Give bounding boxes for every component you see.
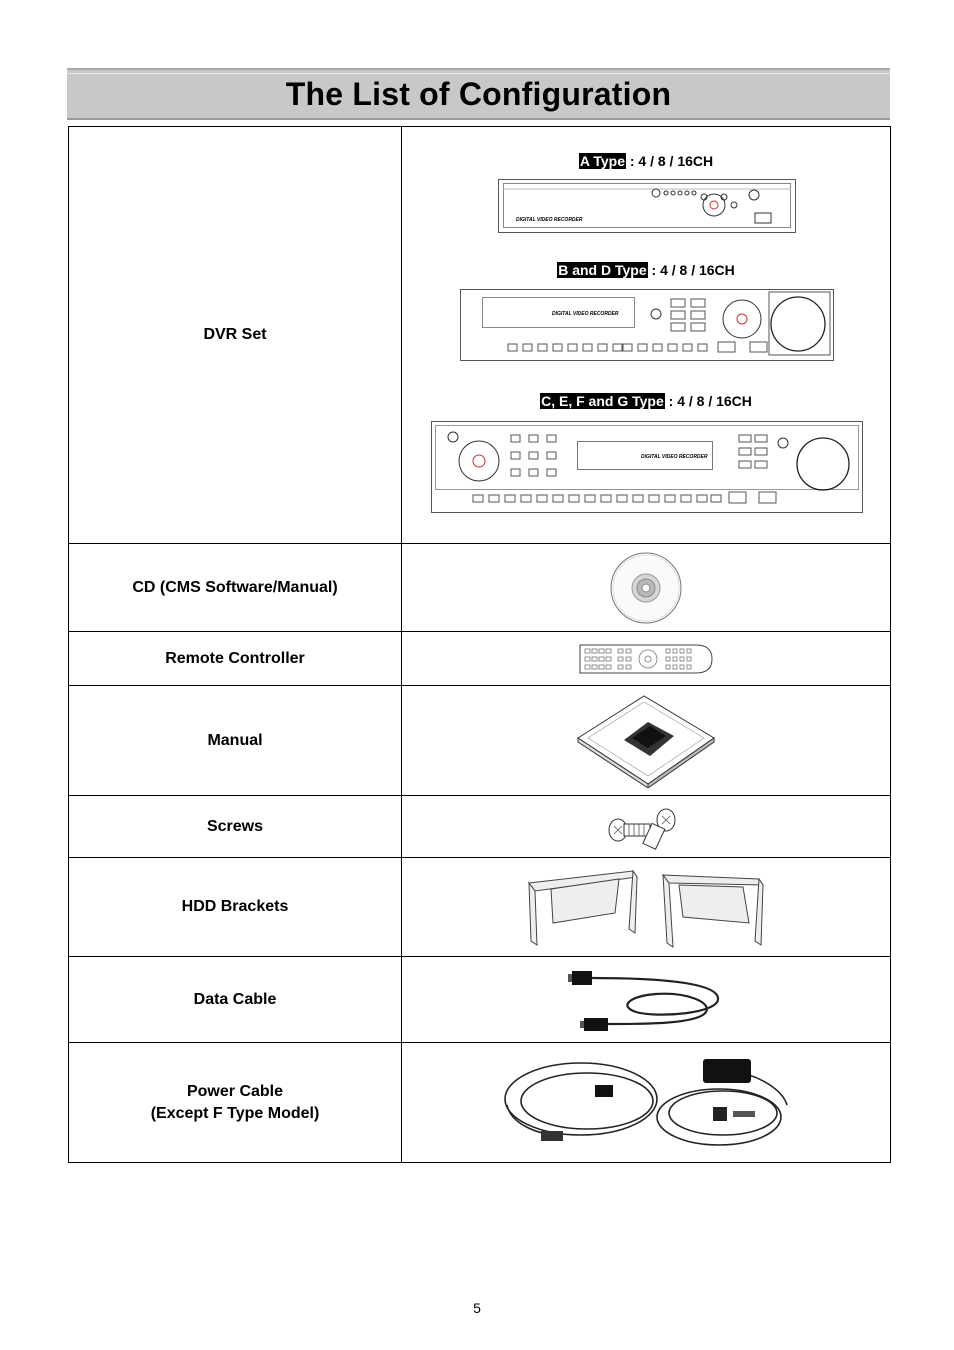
hdd-brackets-icon	[523, 865, 769, 949]
item-label-data-cable: Data Cable	[69, 957, 402, 1043]
item-label-power-cable-line2: (Except F Type Model)	[150, 1104, 320, 1122]
dvr-type-a-suffix: : 4 / 8 / 16CH	[625, 152, 714, 169]
dvr-type-a-tag: A Type	[579, 152, 625, 169]
table-row-manual	[69, 686, 891, 796]
dvr-type-b-image	[460, 289, 834, 361]
table-row-cd	[69, 544, 891, 632]
dvr-type-c-panel-text: DIGITAL VIDEO RECORDER	[641, 453, 708, 460]
dvr-type-b-label	[402, 261, 890, 279]
table-row-data-cable	[69, 957, 891, 1043]
dvr-type-c-label	[402, 392, 890, 410]
screws-icon	[604, 804, 688, 850]
dvr-type-a-image	[498, 179, 796, 233]
table-row-remote	[69, 632, 891, 686]
table-row-hdd-brackets	[69, 858, 891, 957]
item-label-power-cable-line1: Power Cable	[186, 1082, 284, 1100]
title-bar	[67, 68, 890, 120]
manual-book-icon	[576, 694, 716, 788]
dvr-type-c-tag: C, E, F and G Type	[541, 392, 664, 409]
item-label-remote: Remote Controller	[69, 632, 402, 686]
item-label-hdd-brackets: HDD Brackets	[69, 858, 402, 957]
dvr-type-c-suffix: : 4 / 8 / 16CH	[664, 392, 752, 409]
item-label-manual: Manual	[69, 686, 402, 796]
power-cable-icon	[501, 1055, 791, 1151]
page-number: 5	[473, 1300, 481, 1316]
dvr-type-b-panel-text: DIGITAL VIDEO RECORDER	[552, 310, 619, 317]
item-label-power-cable	[69, 1043, 402, 1163]
manual-image-cell	[402, 686, 891, 796]
table-row-screws	[69, 796, 891, 858]
configuration-table	[68, 126, 891, 1163]
item-label-screws: Screws	[69, 796, 402, 858]
cd-image-cell	[402, 544, 891, 632]
hdd-brackets-image-cell	[402, 858, 891, 957]
screws-image-cell	[402, 796, 891, 858]
power-cable-image-cell	[402, 1043, 891, 1163]
dvr-type-b-tag: B and D Type	[558, 261, 647, 278]
item-label-dvr-set: DVR Set	[69, 127, 402, 544]
table-row-power-cable	[69, 1043, 891, 1163]
remote-image-cell	[402, 632, 891, 686]
cd-disc-icon	[609, 549, 683, 627]
table-row-dvr-set	[69, 127, 891, 544]
data-cable-image-cell	[402, 957, 891, 1043]
item-label-cd: CD (CMS Software/Manual)	[69, 544, 402, 632]
dvr-type-c-image	[431, 421, 863, 513]
page-title: The List of Configuration	[285, 76, 672, 112]
remote-controller-icon	[578, 641, 714, 677]
dvr-images-cell	[402, 127, 891, 544]
dvr-type-a-label	[402, 152, 890, 170]
data-cable-icon	[566, 968, 726, 1032]
dvr-type-b-suffix: : 4 / 8 / 16CH	[647, 261, 735, 278]
dvr-type-a-panel-text: DIGITAL VIDEO RECORDER	[516, 216, 583, 223]
